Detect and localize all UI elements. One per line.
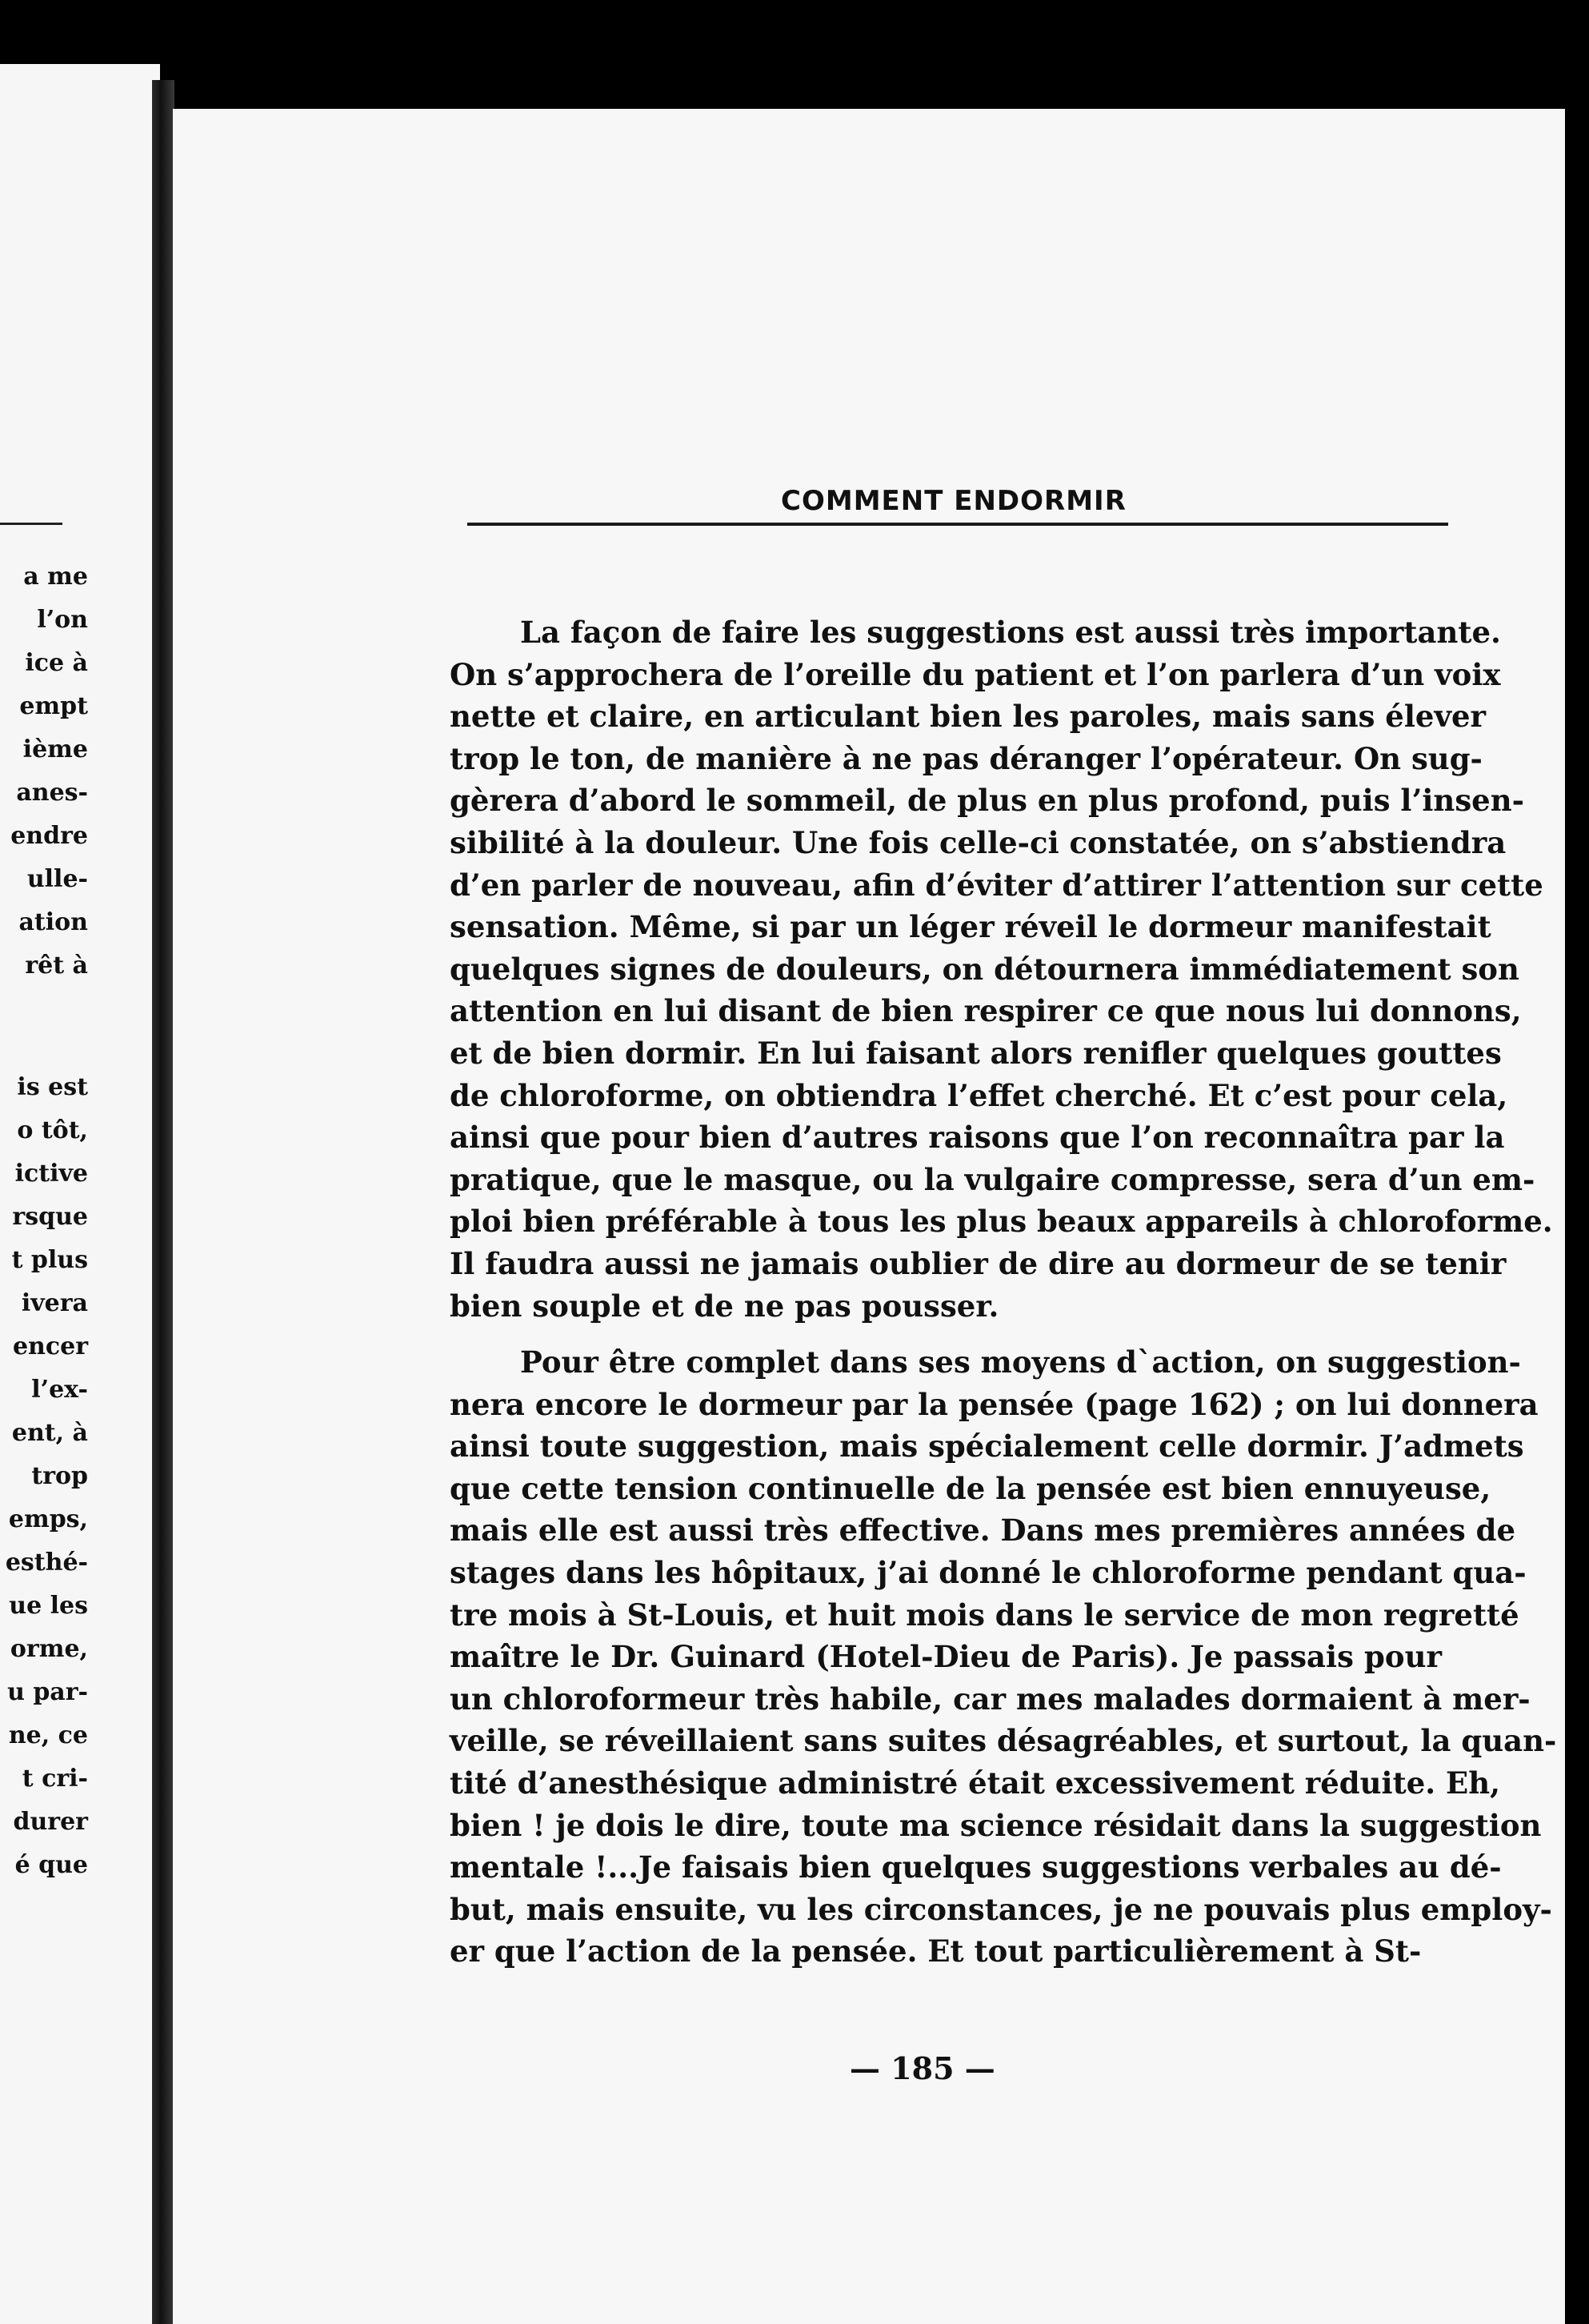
book-page <box>173 109 1565 2324</box>
scan-edge <box>1565 96 1589 2324</box>
facing-line-fragment: encer <box>12 1332 88 1360</box>
facing-line-fragment: a me <box>23 563 88 591</box>
text-line: un chloroformeur très habile, car mes malades dormaient à mer- <box>450 1681 1531 1717</box>
facing-line-fragment: o tôt, <box>17 1116 88 1144</box>
text-line: et de bien dormir. En lui faisant alors renifler quelques gouttes <box>450 1035 1502 1071</box>
text-line: bien souple et de ne pas pousser. <box>450 1288 999 1324</box>
text-line: attention en lui disant de bien respirer ce que nous lui donnons, <box>450 993 1522 1029</box>
text-line: d’en parler de nouveau, afin d’éviter d’attirer l’attention sur cette <box>450 867 1543 903</box>
facing-line-fragment: ulle- <box>26 865 88 893</box>
text-line: pratique, que le masque, ou la vulgaire compresse, sera d’un em- <box>450 1161 1535 1197</box>
paragraph <box>450 611 1553 1327</box>
facing-line-fragment: anes- <box>16 779 88 807</box>
facing-line-fragment: ice à <box>25 649 88 677</box>
text-line: de chloroforme, on obtiendra l’effet cherché. Et c’est pour cela, <box>450 1077 1508 1113</box>
text-line: maître le Dr. Guinard (Hotel-Dieu de Paris). Je passais pour <box>450 1639 1442 1675</box>
text-line: gèrera d’abord le sommeil, de plus en plus profond, puis l’insen- <box>450 783 1524 819</box>
facing-line-fragment: ictive <box>14 1160 88 1188</box>
book-gutter <box>152 80 174 2324</box>
page-number: — 185 — <box>850 2050 995 2086</box>
text-line: nette et claire, en articulant bien les paroles, mais sans élever <box>450 699 1486 735</box>
facing-line-fragment: ivera <box>21 1289 88 1317</box>
running-head: COMMENT ENDORMIR <box>781 485 1127 517</box>
facing-line-fragment: ne, ce <box>8 1721 88 1749</box>
facing-line-fragment: durer <box>13 1808 88 1836</box>
facing-line-fragment: ation <box>18 908 88 936</box>
text-line: tre mois à St-Louis, et huit mois dans le service de mon regretté <box>450 1597 1519 1633</box>
text-line: mais elle est aussi très effective. Dans mes premières années de <box>450 1513 1515 1549</box>
facing-page-fragment <box>0 64 160 2324</box>
text-line: stages dans les hôpitaux, j’ai donné le chloroforme pendant qua- <box>450 1554 1527 1590</box>
text-line: mentale !...Je faisais bien quelques suggestions verbales au dé- <box>450 1849 1502 1885</box>
facing-line-fragment: emps, <box>8 1505 88 1533</box>
running-head-rule <box>467 523 1448 526</box>
text-line: La façon de faire les suggestions est aussi très importante. <box>520 615 1501 650</box>
facing-line-fragment: rsque <box>12 1203 88 1231</box>
facing-line-fragment: t cri- <box>22 1765 88 1793</box>
text-line: er que l’action de la pensée. Et tout particulièrement à St- <box>450 1933 1422 1969</box>
text-line: bien ! je dois le dire, toute ma science résidait dans la suggestion <box>450 1807 1542 1843</box>
facing-line-fragment: empt <box>19 692 88 720</box>
text-line: but, mais ensuite, vu les circonstances, je ne pouvais plus employ- <box>450 1891 1552 1927</box>
text-line: que cette tension continuelle de la pensée est bien ennuyeuse, <box>450 1470 1491 1506</box>
text-line: veille, se réveillaient sans suites désagréables, et surtout, la quan- <box>450 1723 1557 1759</box>
text-line: quelques signes de douleurs, on détournera immédiatement son <box>450 951 1519 987</box>
paragraph <box>450 1341 1557 1973</box>
text-line: On s’approchera de l’oreille du patient et l’on parlera d’un voix <box>450 656 1501 692</box>
facing-line-fragment: rêt à <box>25 952 88 980</box>
facing-line-fragment: t plus <box>11 1246 88 1274</box>
facing-line-fragment: ième <box>22 735 88 763</box>
facing-line-fragment: u par- <box>7 1678 88 1706</box>
text-line: trop le ton, de manière à ne pas déranger l’opérateur. On sug- <box>450 740 1483 776</box>
facing-line-fragment: l’on <box>37 606 88 634</box>
facing-line-fragment: esthé- <box>5 1549 88 1577</box>
text-line: Pour être complet dans ses moyens d`action, on suggestion- <box>520 1344 1521 1380</box>
facing-line-fragment: trop <box>31 1462 88 1490</box>
text-line: ainsi que pour bien d’autres raisons que l’on reconnaîtra par la <box>450 1120 1505 1156</box>
facing-line-fragment: é que <box>14 1851 88 1879</box>
text-line: sensation. Même, si par un léger réveil le dormeur manifestait <box>450 909 1491 945</box>
facing-line-fragment: ue les <box>9 1592 88 1620</box>
facing-line-fragment: ent, à <box>11 1419 88 1447</box>
text-line: ploi bien préférable à tous les plus beaux appareils à chloroforme. <box>450 1204 1553 1240</box>
text-line: sibilité à la douleur. Une fois celle-ci constatée, on s’abstiendra <box>450 824 1507 860</box>
text-line: tité d’anesthésique administré était excessivement réduite. Eh, <box>450 1765 1500 1801</box>
facing-page-rule <box>0 523 62 525</box>
facing-line-fragment: is est <box>17 1073 88 1101</box>
facing-line-fragment: orme, <box>10 1635 88 1663</box>
facing-line-fragment: endre <box>10 822 88 850</box>
text-line: ainsi toute suggestion, mais spécialement celle dormir. J’admets <box>450 1428 1524 1465</box>
text-line: nera encore le dormeur par la pensée (page 162) ; on lui donnera <box>450 1386 1539 1422</box>
facing-line-fragment: l’ex- <box>31 1376 88 1404</box>
text-line: Il faudra aussi ne jamais oublier de dire au dormeur de se tenir <box>450 1245 1507 1281</box>
